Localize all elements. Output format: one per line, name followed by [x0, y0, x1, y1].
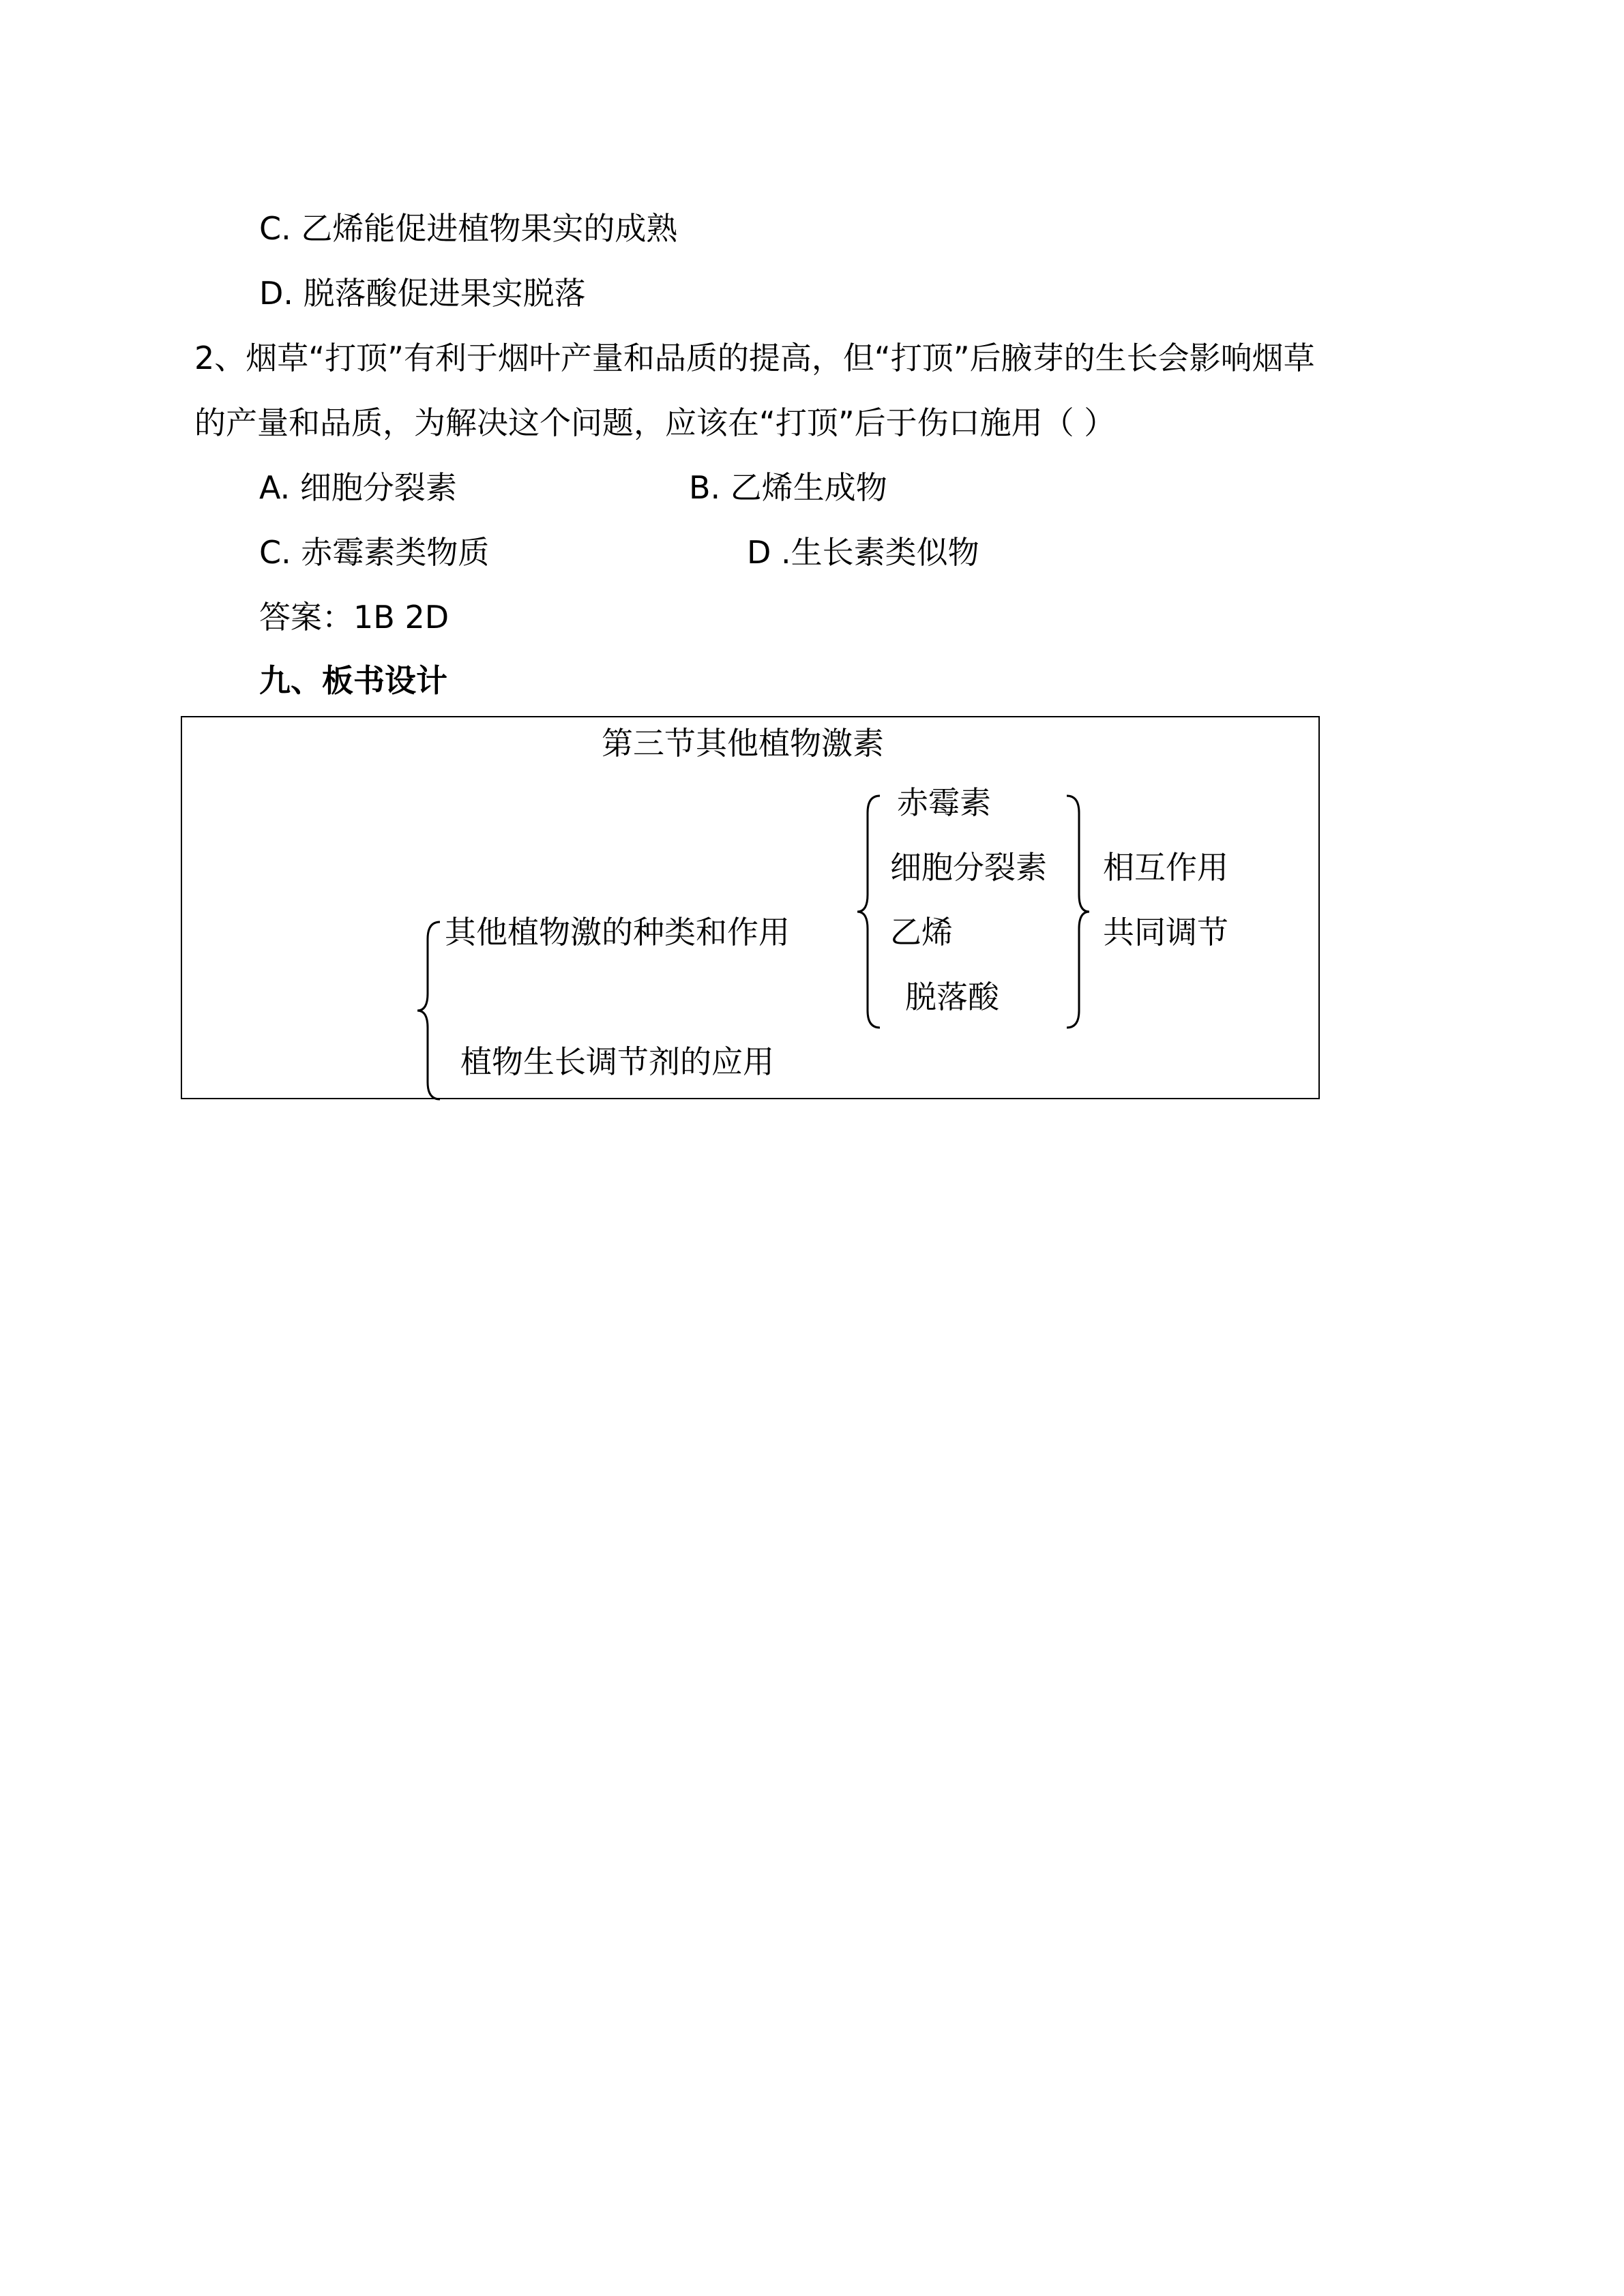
board-hormone-ethylene: 乙烯	[890, 914, 953, 951]
left-brace-icon	[414, 919, 445, 1103]
board-title: 第三节其他植物激素	[602, 725, 884, 762]
q2-option-d: D .生长素类似物	[747, 534, 979, 571]
board-hormone-abscisic-acid: 脱落酸	[905, 979, 999, 1015]
board-branch-types: 其他植物激的种类和作用	[445, 914, 790, 951]
q2-stem-line1: 2、烟草“打顶”有利于烟叶产量和品质的提高，但“打顶”后腋芽的生长会影响烟草	[194, 340, 1315, 376]
board-branch-applications: 植物生长调节剂的应用	[460, 1043, 774, 1080]
q2-option-b: B. 乙烯生成物	[689, 469, 887, 506]
relation-brace-icon	[1062, 792, 1093, 1031]
hormone-brace-icon	[854, 792, 885, 1031]
q1-option-c: C. 乙烯能促进植物果实的成熟	[259, 210, 678, 247]
blackboard-design-box	[181, 716, 1320, 1099]
q2-stem-line2: 的产量和品质，为解决这个问题，应该在“打顶”后于伤口施用（ ）	[194, 404, 1116, 441]
board-relation-line2: 共同调节	[1103, 914, 1228, 951]
section-heading: 九、板书设计	[259, 662, 447, 699]
board-hormone-cytokinin: 细胞分裂素	[890, 849, 1047, 886]
board-hormone-gibberellin: 赤霉素	[897, 784, 991, 821]
board-relation-line1: 相互作用	[1103, 849, 1228, 886]
q1-option-d: D. 脱落酸促进果实脱落	[259, 275, 586, 312]
answer-line: 答案：1B 2D	[259, 599, 449, 636]
q2-option-c: C. 赤霉素类物质	[259, 534, 490, 571]
q2-option-a: A. 细胞分裂素	[259, 469, 457, 506]
